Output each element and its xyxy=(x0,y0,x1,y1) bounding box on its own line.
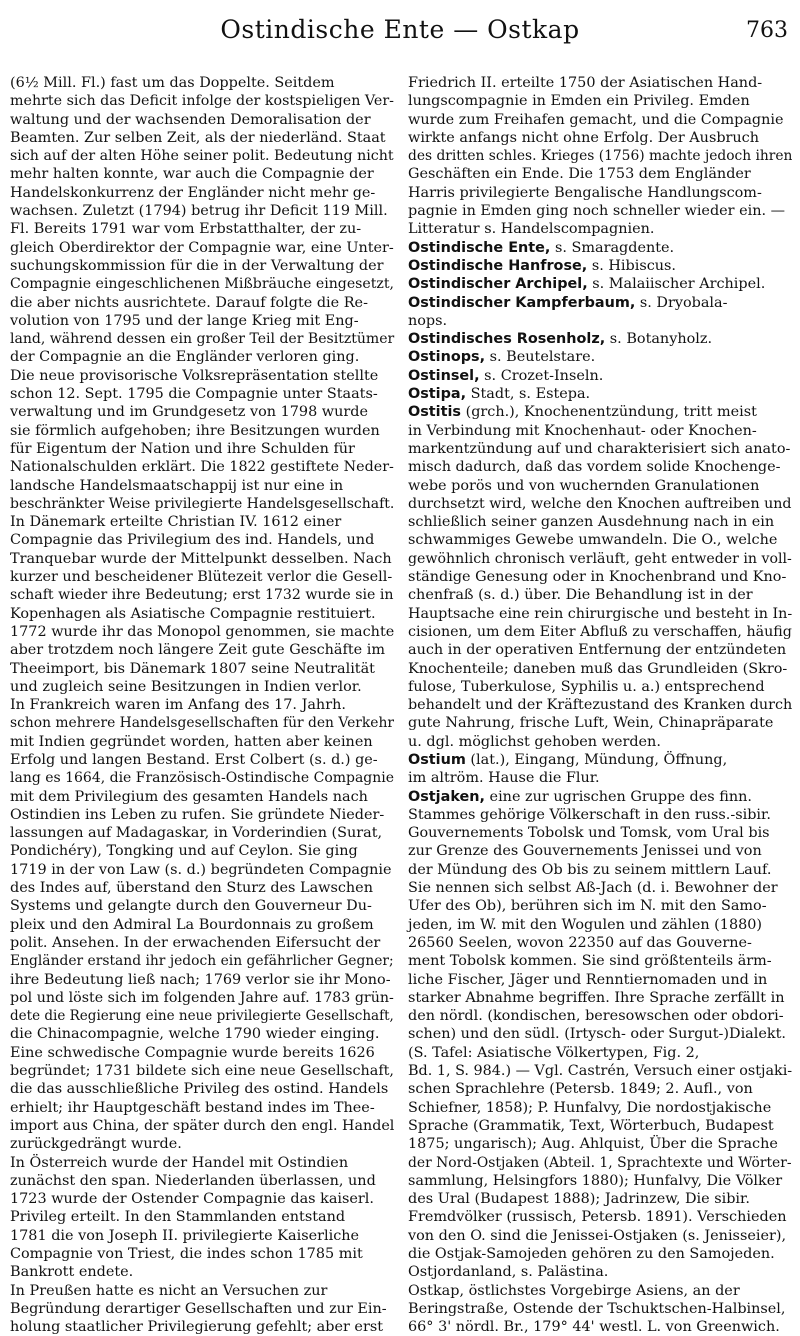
text-line: Kopenhagen als Asiatische Compagnie restituiert. xyxy=(10,605,376,622)
text-line: landsche Handelsmaatschappij ist nur eine in xyxy=(10,477,344,494)
text-line: schließlich seiner ganzen Ausdehnung nach in ein xyxy=(408,514,775,531)
text-line: Ostinsel, s. Crozet-Inseln. xyxy=(408,367,604,384)
text-line: 1772 wurde ihr das Monopol genommen, sie machte xyxy=(10,623,395,640)
text-line: 26560 Seelen, wovon 22350 auf das Gouverne- xyxy=(408,934,752,951)
text-line: Compagnie das Privilegium des ind. Handels, und xyxy=(10,532,375,549)
text-line: für Eigentum der Nation und ihre Schulden für xyxy=(10,440,355,457)
text-line: erhielt; ihr Hauptgeschäft bestand indes im Thee- xyxy=(10,1099,375,1116)
text-line: Eine schwedische Compagnie wurde bereits 1626 xyxy=(10,1044,375,1061)
text-line: holung staatlicher Privilegierung gefehlt; aber erst xyxy=(10,1319,383,1336)
text-line: verwaltung und im Grundgesetz von 1798 wurde xyxy=(10,404,368,421)
text-line: 1781 die von Joseph II. privilegierte Kaiserliche xyxy=(10,1227,360,1244)
text-line: dete die Regierung eine neue privilegierte Gesellschaft, xyxy=(10,1008,394,1025)
text-line: wurde zum Freihafen gemacht, und die Compagnie xyxy=(408,111,784,128)
text-line: die Ostjak-Samojeden gehören zu den Samojeden. xyxy=(408,1246,775,1262)
text-line: durchsetzt wird, welche den Knochen auftreiben und xyxy=(408,495,792,512)
text-line: Ostitis (grch.), Knochenentzündung, tritt meist xyxy=(408,404,757,421)
text-line: mehr halten konnte, war auch die Compagnie der xyxy=(10,166,374,183)
text-line: pleix und den Admiral La Bourdonnais zu großem xyxy=(10,916,374,933)
text-line: webe porös und von wuchernden Granulationen xyxy=(408,477,760,494)
text-line: In Dänemark erteilte Christian IV. 1612 einer xyxy=(10,514,342,531)
text-line: Beamten. Zur selben Zeit, als der niederländ. Staat xyxy=(10,129,386,146)
text-line: Bankrott endete. xyxy=(10,1264,134,1281)
text-line: Theeimport, bis Dänemark 1807 seine Neutralität xyxy=(10,660,375,677)
text-line: In Preußen hatte es nicht an Versuchen zur xyxy=(10,1282,328,1299)
text-line: Ostindischer Kampferbaum, s. Dryobala- xyxy=(408,294,728,311)
text-line: von den O. sind die Jenissei-Ostjaken (s. Jenisseier), xyxy=(408,1227,787,1244)
text-line: schen) und den südl. (Irtysch- oder Surgut-)Dialekt. xyxy=(408,1026,786,1043)
text-line: chenfraß (s. d.) über. Die Behandlung ist in der xyxy=(408,587,753,604)
text-line: polit. Ansehen. In der erwachenden Eifersucht der xyxy=(10,934,381,951)
text-line: Nationalschulden erklärt. Die 1822 gestiftete Neder- xyxy=(10,459,394,476)
text-line: Harris privilegierte Bengalische Handlungscom- xyxy=(408,184,762,201)
text-line: Begründung derartiger Gesellschaften und zur Ein- xyxy=(10,1300,387,1317)
headword: Ostjaken, xyxy=(408,788,485,805)
text-line: der Compagnie an die Engländer verloren ging. xyxy=(10,349,360,366)
headword: Ostitis xyxy=(408,404,461,421)
text-line: waltung und der wachsenden Demoralisation der xyxy=(10,111,371,128)
text-line: auch in der operativen Entfernung der entzündeten xyxy=(408,642,787,659)
text-line: Compagnie von Triest, die indes schon 1785 mit xyxy=(10,1246,363,1262)
text-line: markentzündung auf und charakterisiert sich anato- xyxy=(408,440,791,457)
headword: Ostindisches Rosenholz, xyxy=(408,331,606,348)
text-line: cisionen, um dem Eiter Abfluß zu verschaffen, häufig xyxy=(408,623,792,640)
page-number: 763 xyxy=(746,18,788,43)
text-line: Systems und gelangte durch den Gouverneur Du- xyxy=(10,898,372,915)
headword: Ostindische Hanfrose, xyxy=(408,257,588,274)
text-line: 1875; ungarisch); Aug. Ahlquist, Über die Sprache xyxy=(408,1136,778,1153)
text-line: Die neue provisorische Volksrepräsentation stellte xyxy=(10,367,379,384)
text-line: import aus China, der später durch den engl. Handel xyxy=(10,1117,395,1134)
text-line: lang es 1664, die Französisch-Ostindische Compagnie xyxy=(10,770,395,787)
text-line: (6½ Mill. Fl.) fast um das Doppelte. Seitdem xyxy=(10,75,335,91)
text-line: sich auf der alten Höhe seiner polit. Bedeutung nicht xyxy=(10,148,394,165)
text-line: im altröm. Hause die Flur. xyxy=(408,770,600,787)
text-line: wachsen. Zuletzt (1794) betrug ihr Deficit 119 Mill. xyxy=(10,203,388,220)
text-line: (S. Tafel: Asiatische Völkertypen, Fig. 2, xyxy=(408,1044,700,1061)
text-line: Ostjaken, eine zur ugrischen Gruppe des finn. xyxy=(408,788,752,805)
text-line: Handelskonkurrenz der Engländer nicht mehr ge- xyxy=(10,184,376,201)
text-line: mit dem Privilegium des gesamten Handels nach xyxy=(10,788,368,805)
text-line: ständige Genesung oder in Knochenbrand und Kno- xyxy=(408,569,787,586)
text-line: land, während dessen ein großer Teil der Besitztümer xyxy=(10,331,395,348)
headword: Ostinsel, xyxy=(408,367,480,384)
text-line: in Verbindung mit Knochenhaut- oder Knochen- xyxy=(408,422,757,439)
text-line: schaft wieder ihre Bedeutung; erst 1732 wurde sie in xyxy=(10,587,394,604)
text-line: zur Grenze des Gouvernements Jenissei und von xyxy=(408,843,762,860)
text-line: pagnie in Emden ging noch schneller wieder ein. — xyxy=(408,203,786,220)
text-line: 1719 in der von Law (s. d.) begründeten Compagnie xyxy=(10,861,392,878)
text-line: Hauptsache eine rein chirurgische und besteht in In- xyxy=(408,605,793,622)
text-line: wirkte anfangs nicht ohne Erfolg. Der Ausbruch xyxy=(408,129,760,146)
running-header xyxy=(0,12,800,52)
text-line: u. dgl. möglichst gehoben werden. xyxy=(408,733,661,750)
text-line: Ostipa, Stadt, s. Estepa. xyxy=(408,386,591,403)
text-line: schon 12. Sept. 1795 die Compagnie unter Staats- xyxy=(10,386,378,403)
text-line: der Nord-Ostjaken (Abteil. 1, Sprachtexte und Wörter- xyxy=(408,1154,792,1171)
text-line: Engländer erstand ihr jedoch ein gefährlicher Gegner; xyxy=(10,953,394,970)
headword: Ostindischer Kampferbaum, xyxy=(408,294,636,311)
text-line: schon mehrere Handelsgesellschaften für den Verkehr xyxy=(10,715,395,732)
text-line: misch dadurch, daß das vordem solide Knochenge- xyxy=(408,459,781,476)
text-line: behandelt und der Kräftezustand des Kranken durch xyxy=(408,697,793,714)
text-line: aber trotzdem noch längere Zeit gute Geschäfte im xyxy=(10,642,385,659)
text-line: sie förmlich aufgehoben; ihre Besitzungen wurden xyxy=(10,422,380,439)
text-line: sammlung, Helsingfors 1880); Hunfalvy, Die Völker xyxy=(408,1172,783,1189)
text-line: Geschäften ein Ende. Die 1753 dem Engländer xyxy=(408,166,751,183)
running-head-title: Ostindische Ente — Ostkap xyxy=(220,15,580,44)
text-line: und zugleich seine Besitzungen in Indien verlor. xyxy=(10,678,362,695)
left-column xyxy=(10,74,395,1336)
text-line: Sie nennen sich selbst Aß-Jach (d. i. Bewohner der xyxy=(408,880,778,897)
text-line: des dritten schles. Krieges (1756) machte jedoch ihren xyxy=(408,148,793,165)
headword: Ostinops, xyxy=(408,349,486,366)
text-line: des Indes auf, überstand den Sturz des Lawschen xyxy=(10,880,373,897)
text-line: Schiefner, 1858); P. Hunfalvy, Die nordostjakische xyxy=(408,1099,772,1116)
text-line: volution von 1795 und der lange Krieg mit Eng- xyxy=(10,312,359,329)
text-line: Ostindien ins Leben zu rufen. Sie gründete Nieder- xyxy=(10,806,385,823)
text-line: des Ural (Budapest 1888); Jadrinzew, Die sibir. xyxy=(408,1191,750,1208)
text-line: 66° 3' nördl. Br., 179° 44' westl. L. von Greenwich. xyxy=(408,1319,780,1336)
text-line: Gouvernements Tobolsk und Tomsk, vom Ural bis xyxy=(408,825,770,842)
text-line: ment Tobolsk kommen. Sie sind größtenteils ärm- xyxy=(408,953,772,970)
text-line: pol und löste sich im folgenden Jahre auf. 1783 grün- xyxy=(10,989,394,1006)
text-line: Tranquebar wurde der Mittelpunkt desselben. Nach xyxy=(10,550,392,567)
text-line: Ostindischer Archipel, s. Malaiischer Archipel. xyxy=(408,276,766,293)
text-line: Ostinops, s. Beutelstare. xyxy=(408,349,596,366)
text-line: suchungskommission für die in der Verwaltung der xyxy=(10,257,384,274)
text-line: Privileg erteilt. In den Stammlanden entstand xyxy=(10,1209,346,1226)
text-line: Pondichéry), Tongking und auf Ceylon. Sie ging xyxy=(10,843,358,860)
text-line: nops. xyxy=(408,312,448,329)
text-line: kurzer und bescheidener Blütezeit verlor die Gesell- xyxy=(10,569,393,586)
text-line: Ufer des Ob), berühren sich im N. mit den Samo- xyxy=(408,898,767,915)
text-line: Stammes gehörige Völkerschaft in den russ.-sibir. xyxy=(408,806,771,823)
text-line: In Frankreich waren im Anfang des 17. Jahrh. xyxy=(10,697,346,714)
text-line: Sprache (Grammatik, Text, Wörterbuch, Budapest xyxy=(408,1117,774,1134)
text-line: Beringstraße, Ostende der Tschuktschen-Halbinsel, xyxy=(408,1300,786,1317)
text-line: Ostindisches Rosenholz, s. Botanyholz. xyxy=(408,331,713,348)
text-line: Fl. Bereits 1791 war vom Erbstatthalter, der zu- xyxy=(10,221,362,238)
text-line: gute Nahrung, frische Luft, Wein, Chinapräparate xyxy=(408,715,774,732)
text-line: Knochenteile; daneben muß das Grundleiden (Skro- xyxy=(408,660,788,677)
text-line: fulose, Tuberkulose, Syphilis u. a.) entsprechend xyxy=(408,678,765,695)
text-line: Compagnie eingeschlichenen Mißbräuche eingesetzt, xyxy=(10,276,395,293)
text-line: In Österreich wurde der Handel mit Ostindien xyxy=(10,1154,349,1171)
text-line: ihre Bedeutung ließ nach; 1769 verlor sie ihr Mono- xyxy=(10,971,391,988)
text-line: Ostindische Hanfrose, s. Hibiscus. xyxy=(408,257,676,274)
text-line: gleich Oberdirektor der Compagnie war, eine Unter- xyxy=(10,239,394,256)
headword: Ostindischer Archipel, xyxy=(408,276,588,293)
text-line: begründet; 1731 bildete sich eine neue Gesellschaft, xyxy=(10,1063,394,1080)
headword: Ostindische Ente, xyxy=(408,239,551,256)
text-line: zunächst den span. Niederlanden überlassen, und xyxy=(10,1172,376,1189)
text-line: Ostkap, östlichstes Vorgebirge Asiens, an der xyxy=(408,1282,740,1299)
text-line: die Chinacompagnie, welche 1790 wieder einging. xyxy=(10,1026,380,1043)
text-line: die aber nichts ausrichtete. Darauf folgte die Re- xyxy=(10,294,368,311)
text-line: schen Sprachlehre (Petersb. 1849; 2. Aufl., von xyxy=(408,1081,753,1098)
text-line: lungscompagnie in Emden ein Privileg. Emden xyxy=(408,93,750,110)
text-line: Ostium (lat.), Eingang, Mündung, Öffnung, xyxy=(408,751,728,768)
right-column xyxy=(408,74,793,1336)
text-line: jeden, im W. mit den Wogulen und zählen (1880) xyxy=(408,916,763,933)
text-line: Erfolg und langen Bestand. Erst Colbert (s. d.) ge- xyxy=(10,751,378,768)
text-line: die das ausschließliche Privileg des ostind. Handels xyxy=(10,1081,389,1098)
text-line: den nördl. (kondischen, beresowschen oder obdori- xyxy=(408,1008,784,1025)
text-line: gewöhnlich chronisch verläuft, geht entweder in voll- xyxy=(408,550,792,567)
text-line: der Mündung des Ob bis zu seinem mittlern Lauf. xyxy=(408,861,772,878)
text-line: Bd. 1, S. 984.) — Vgl. Castrén, Versuch einer ostjaki- xyxy=(408,1063,793,1080)
text-line: liche Fischer, Jäger und Renntiernomaden und in xyxy=(408,971,768,988)
text-line: mehrte sich das Deficit infolge der kostspieligen Ver- xyxy=(10,93,394,110)
text-line: Friedrich II. erteilte 1750 der Asiatischen Hand- xyxy=(408,75,763,91)
text-line: schwammiges Gewebe umwandeln. Die O., welche xyxy=(408,532,778,549)
text-line: mit Indien gegründet worden, hatten aber keinen xyxy=(10,733,373,750)
text-line: Ostjordanland, s. Palästina. xyxy=(408,1264,609,1281)
text-line: zurückgedrängt wurde. xyxy=(10,1136,182,1153)
text-line: Ostindische Ente, s. Smaragdente. xyxy=(408,239,675,256)
text-line: Litteratur s. Handelscompagnien. xyxy=(408,221,655,238)
text-line: Fremdvölker (russisch, Petersb. 1891). Verschieden xyxy=(408,1209,787,1226)
headword: Ostium xyxy=(408,751,466,768)
text-line: starker Abnahme begriffen. Ihre Sprache zerfällt in xyxy=(408,989,785,1006)
headword: Ostipa, xyxy=(408,386,467,403)
text-line: 1723 wurde der Ostender Compagnie das kaiserl. xyxy=(10,1191,374,1208)
text-line: beschränkter Weise privilegierte Handelsgesellschaft. xyxy=(10,495,395,512)
text-line: lassungen auf Madagaskar, in Vorderindien (Surat, xyxy=(10,825,383,842)
